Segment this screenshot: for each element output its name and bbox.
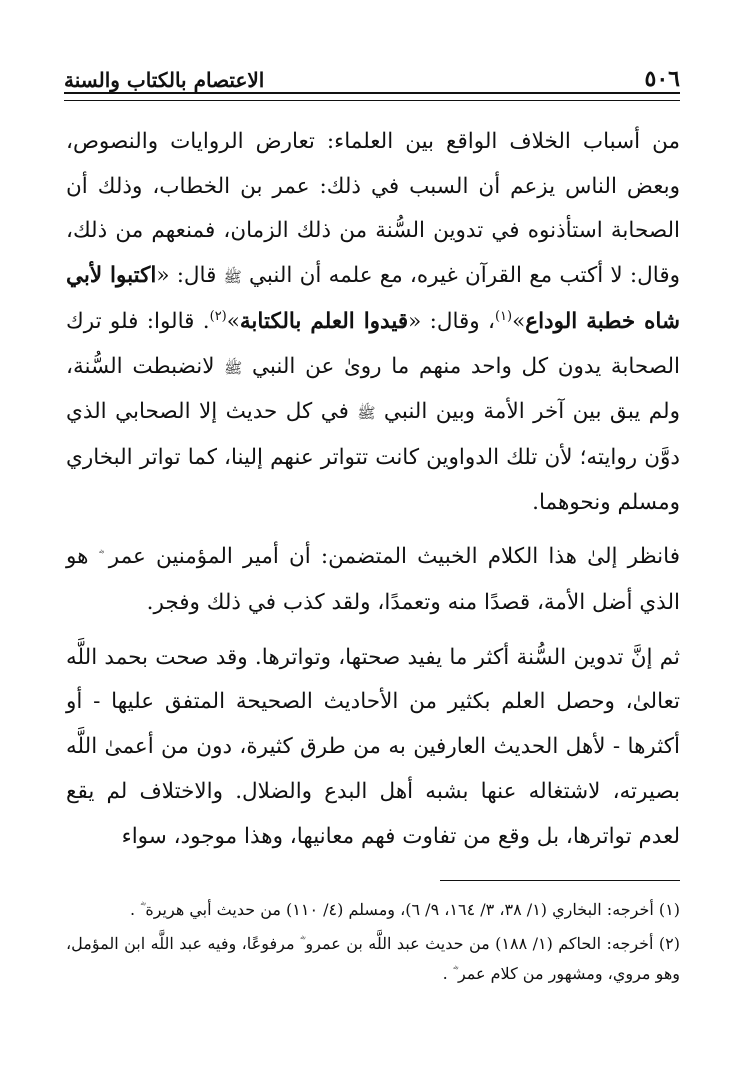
salla-honorific-icon: ﷺ: [357, 404, 376, 423]
salla-honorific-icon: ﷺ: [224, 358, 243, 377]
footnotes: [66, 895, 680, 989]
paragraph-1: من أسباب الخلاف الواقع بين العلماء: تعارض الروايات والنصوص، وبعض الناس يزعم أن السبب في ذلك: عمر بن الخطاب، وذلك أن الصحابة استأذنوه في تدوين السُّنة من ذلك الزمان، فمنعهم من ذلك، وقال: لا أكتب مع القرآن غيره، مع علمه أن النبي ﷺ قال: «اكتبوا لأبي شاه خطبة الوداع»$^{(١)}$، وقال: «قيدوا العلم بالكتابة»$^{(٢)}$. قالوا: فلو ترك الصحابة يدون كل واحد منهم ما روىٰ عن النبي ﷺ لانضبطت السُّنة، ولم يبق بين آخر الأمة وبين النبي ﷺ في كل حديث إلا الصحابي الذي دوَّن روايته؛ لأن تلك الدواوين كانت تتواتر عنهم إلينا، كما تواتر البخاري ومسلم ونحوهما.: [66, 129, 680, 515]
paragraph-2: فانظر إلىٰ هذا الكلام الخبيث المتضمن: أن أمير المؤمنين عمر هو الذي أضل الأمة، قصدًا منه وتعمدًا، ولقد كذب في ذلك وفجر.: [66, 544, 680, 616]
paragraph-3: ثم إنَّ تدوين السُّنة أكثر ما يفيد صحتها، وتواترها. وقد صحت بحمد اللَّه تعالىٰ، وحصل العلم بكثير من الأحاديث الصحيحة المتفق عليها - أو أكثرها - لأهل الحديث العارفين به من طرق كثيرة، دون من أعمىٰ اللَّه بصيرته، لاشتغاله عنها بشبه أهل البدع والضلال. والاختلاف لم يقع لعدم تواترها، بل وقع من تفاوت فهم معانيها، وهذا موجود، سواء: [66, 644, 680, 849]
hadith-quote-1: اكتبوا لأبي شاه خطبة الوداع: [66, 263, 680, 334]
page-header: [64, 52, 680, 92]
footnote-ref-2[interactable]: (٢): [209, 308, 227, 324]
footnote-ref-1[interactable]: (١): [494, 308, 513, 324]
header-rule: [64, 92, 680, 101]
salla-honorific-icon: ﷺ: [223, 268, 242, 287]
main-text: [66, 120, 680, 859]
running-title: الاعتصام بالكتاب والسنة: [64, 68, 265, 92]
footnote-1: (١) أخرجه: البخاري (١/ ٣٨، ٣/ ١٦٤، ٩/ ٦)، ومسلم (٤/ ١١٠) من حديث أبي هريرة .: [130, 900, 680, 919]
footnote-separator: [440, 880, 680, 881]
footnote-2: (٢) أخرجه: الحاكم (١/ ١٨٨) من حديث عبد اللَّه بن عمرو مرفوعًا، وفيه عبد اللَّه ابن المؤمل، وهو مروي، ومشهور من كلام عمر .: [66, 934, 681, 983]
page-number: ٥٠٦: [644, 66, 680, 92]
hadith-quote-2: قيدوا العلم بالكتابة: [239, 308, 409, 334]
